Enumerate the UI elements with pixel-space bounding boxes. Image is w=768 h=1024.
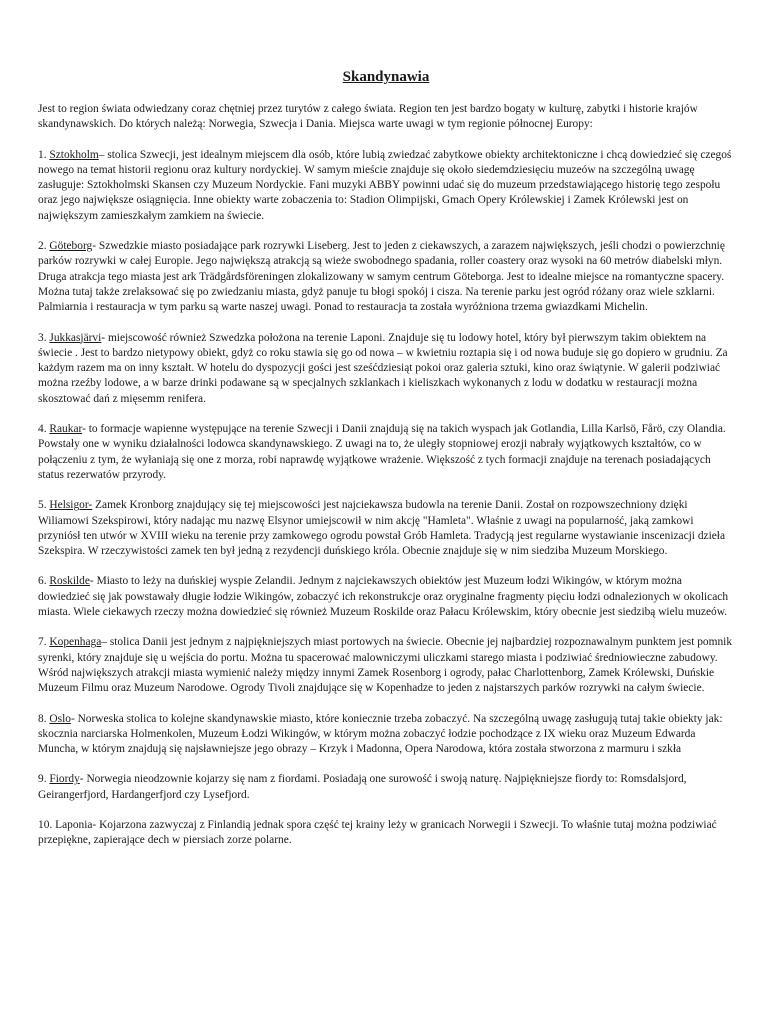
list-item-sztokholm	[38, 148, 734, 224]
item-number: 9.	[38, 773, 47, 786]
item-text: - to formacje wapienne występujące na terenie Szwecji i Danii znajdują się na takich wyspach jak Gotlandia, Lilla Karlsö, Fårö, czy Olandia. Powstały one w wyniku działalności lodowca skandynawskiego. Z uwagi na to, że uległy stopniowej erozji nabrały wyjątkowych kształtów, co w połączeniu z tym, że wyłaniają się one z morza, robi naprawdę wyjątkowe wrażenie. Większość z tych formacji znajduje na terenach posiadających status rezerwatów przyrody.	[38, 423, 726, 481]
item-text: - Norweska stolica to kolejne skandynawskie miasto, które koniecznie trzeba zobaczyć. Na szczególną uwagę zasługują tutaj takie obiekty jak: skocznia narciarska Holmenkolen, Muzeum Łodzi Wikingów, w którym można zobaczyć łodzie pochodzące z IX wieku oraz Muzeum Edwarda Muncha, w którym znajdują się najsławniejsze jego obrazy – Krzyk i Madonna, Opera Narodowa, która została stworzona z marmuru i szkła	[38, 712, 723, 756]
intro-paragraph: Jest to region świata odwiedzany coraz chętniej przez turytów z całego świata. Region ten jest bardzo bogaty w kulturę, zabytki i historie krajów skandynawskich. Do których należą: Norwegia, Szwecja i Dania. Miejsca warte uwagi w tym regionie północnej Europy:	[38, 103, 698, 131]
list-item-fiordy	[38, 772, 734, 803]
item-number: 10.	[38, 818, 53, 831]
list-item-helsingor	[38, 498, 734, 559]
item-number: 8.	[38, 712, 47, 725]
document-title: Skandynawia	[342, 69, 430, 85]
item-text: - Miasto to leży na duńskiej wyspie Zelandii. Jednym z najciekawszych obiektów jest Muzeum łodzi Wikingów, w którym można dowiedzieć się jak powstawały długie łodzie Wikingów, zobaczyć ich rekonstrukcje oraz oryginalne fragmenty pięciu łodzi odnalezionych w okolicach miasta. Wiele ciekawych rzeczy można dowiedzieć się również Muzeum Roskilde oraz Pałacu Królewskim, który obecnie jest siedzibą wielu muzeów.	[38, 575, 729, 619]
item-number: 4.	[38, 423, 47, 436]
item-text: - Norwegia nieodzownie kojarzy się nam z fiordami. Posiadają one surowość i swoją naturę. Najpiękniejsze fiordy to: Romsdalsjord, Geirangerfjord, Hardangerfjord czy Lysefjord.	[38, 773, 687, 801]
list-item-oslo	[38, 712, 734, 758]
item-text: Zamek Kronborg znajdujący się tej miejscowości jest najciekawsza budowla na terenie Danii. Został on rozpowszechniony dzięki Wiliamowi Szekspirowi, który nadając mu nazwę Elsynor umiejscowił w nim akcję "Hamleta". Właśnie z uwagi na popularność, jaką zamkowi przyniósł ten utwór w XVIII wieku na terenie przy zamkowego ogrodu powstał Grób Hamleta. Tradycją jest regularne wystawianie inscenizacji dzieła Szekspira. W rzeczywistości zamek ten był jedną z rezydencji duńskiego króla. Obecnie znajduje się w nim siedziba Muzeum Morskiego.	[38, 499, 726, 558]
item-name: Sztokholm	[49, 148, 99, 161]
list-item-raukar	[38, 422, 734, 483]
list-item-roskilde	[38, 574, 734, 620]
item-name: Kopenhaga	[49, 636, 102, 649]
item-name: Jukkasjärvi	[49, 331, 102, 344]
document-page	[38, 68, 734, 864]
item-name: Roskilde	[49, 575, 90, 588]
item-text: – stolica Szwecji, jest idealnym miejscem dla osób, które lubią zwiedzać zabytkowe obiekty architektoniczne i chcą dowiedzieć się czegoś nowego na temat historii regionu oraz kultury nordyckiej. W samym mieście znajduje się około siedemdziesięciu muzeów na szczególną uwagę zasługuje: Sztokholmski Skansen czy Muzeum Nordyckie. Fani muzyki ABBY powinni udać się do muzeum przedstawiającego historię tego zespołu oraz jego największe osiągnięcia. Inne obiekty warte zobaczenia to: Stadion Olimpijski, Gmach Opery Królewskiej i Zamek Królewski jest on największym zamieszkałym zamkiem na świecie.	[38, 148, 732, 222]
item-name: Göteborg	[49, 240, 93, 253]
item-text: – stolica Danii jest jednym z najpiękniejszych miast portowych na świecie. Obecnie jej najbardziej rozpoznawalnym punktem jest pomnik syrenki, który znajduje się u wejścia do portu. Można tu spacerować malowniczymi uliczkami starego miasta i podziwiać średniowieczne zabudowy. Wśród największych atrakcji miasta wymienić należy między innymi Zamek Rosenborg i ogrody, pałac Charlottenborg, Zamek Królewski, Duńskie Muzeum Filmu oraz Muzeum Narodowe. Ogrody Tivoli znajdujące się w Kopenhadze to jeden z najstarszych parków rozrywki na całym świecie.	[38, 636, 733, 695]
item-text: - Szwedzkie miasto posiadające park rozrywki Liseberg. Jest to jeden z ciekawszych, a zarazem największych, jeśli chodzi o powierzchnię parków rozrywki w całej Europie. Jego największą atrakcją są wieże swobodnego spadania, roller coastery oraz wysoki na 60 metrów diabelski młyn. Druga atrakcja tego miasta jest ark Trädgårdsföreningen zlokalizowany w samym centrum Göteborga. Jest to idealne miejsce na romantyczne spacery. Można tutaj także zrelaksować się po zwiedzaniu miasta, gdyż panuje tu błogi spokój i cisza. Na terenie parku jest ogród różany oraz wiele szklarni. Palmiarnia i restauracja w tym parku są warte naszej uwagi. Ponad to restauracja ta została wyróżniona trzema gwiazdkami Michelin.	[38, 240, 725, 314]
item-number: 1.	[38, 148, 47, 161]
item-name: Fiordy	[49, 773, 80, 786]
item-number: 2.	[38, 240, 47, 253]
item-number: 3.	[38, 331, 47, 344]
list-item-laponia	[38, 818, 734, 849]
item-name: Raukar	[49, 423, 83, 436]
item-name: Helsigor-	[49, 499, 93, 512]
item-text: - miejscowość również Szwedzka położona na terenie Laponi. Znajduje się tu lodowy hotel, który był pierwszym takim obiektem na świecie . Jest to bardzo nietypowy obiekt, gdyż co roku stawia się go od nowa – w kwietniu roztapia się i od nowa buduje się go dopiero w grudniu. Za każdym razem ma on inny kształt. W hotelu do dyspozycji gości jest sześćdziesiąt pokoi oraz galeria sztuki, kino oraz świątynie. W galerii podziwiać można rzeźby lodowe, a w barze drinki podawane są w specjalnych szklankach i kieliszkach wykonanych z lodu w dodatku w restauracji można skosztować dań z mięsemm renifera.	[38, 331, 728, 405]
list-item-jukkasjarvi	[38, 331, 734, 407]
item-number: 5.	[38, 499, 47, 512]
item-name: Oslo	[49, 712, 71, 725]
list-item-goteborg	[38, 239, 734, 315]
item-number: 6.	[38, 575, 47, 588]
list-item-kopenhaga	[38, 635, 734, 696]
item-text: Laponia- Kojarzona zazwyczaj z Finlandią jednak spora część tej krainy leży w granicach Norwegii i Szwecji. To właśnie tutaj można podziwiać przepiękne, zapierające dech w piersiach zorze polarne.	[38, 818, 717, 847]
item-number: 7.	[38, 636, 47, 649]
